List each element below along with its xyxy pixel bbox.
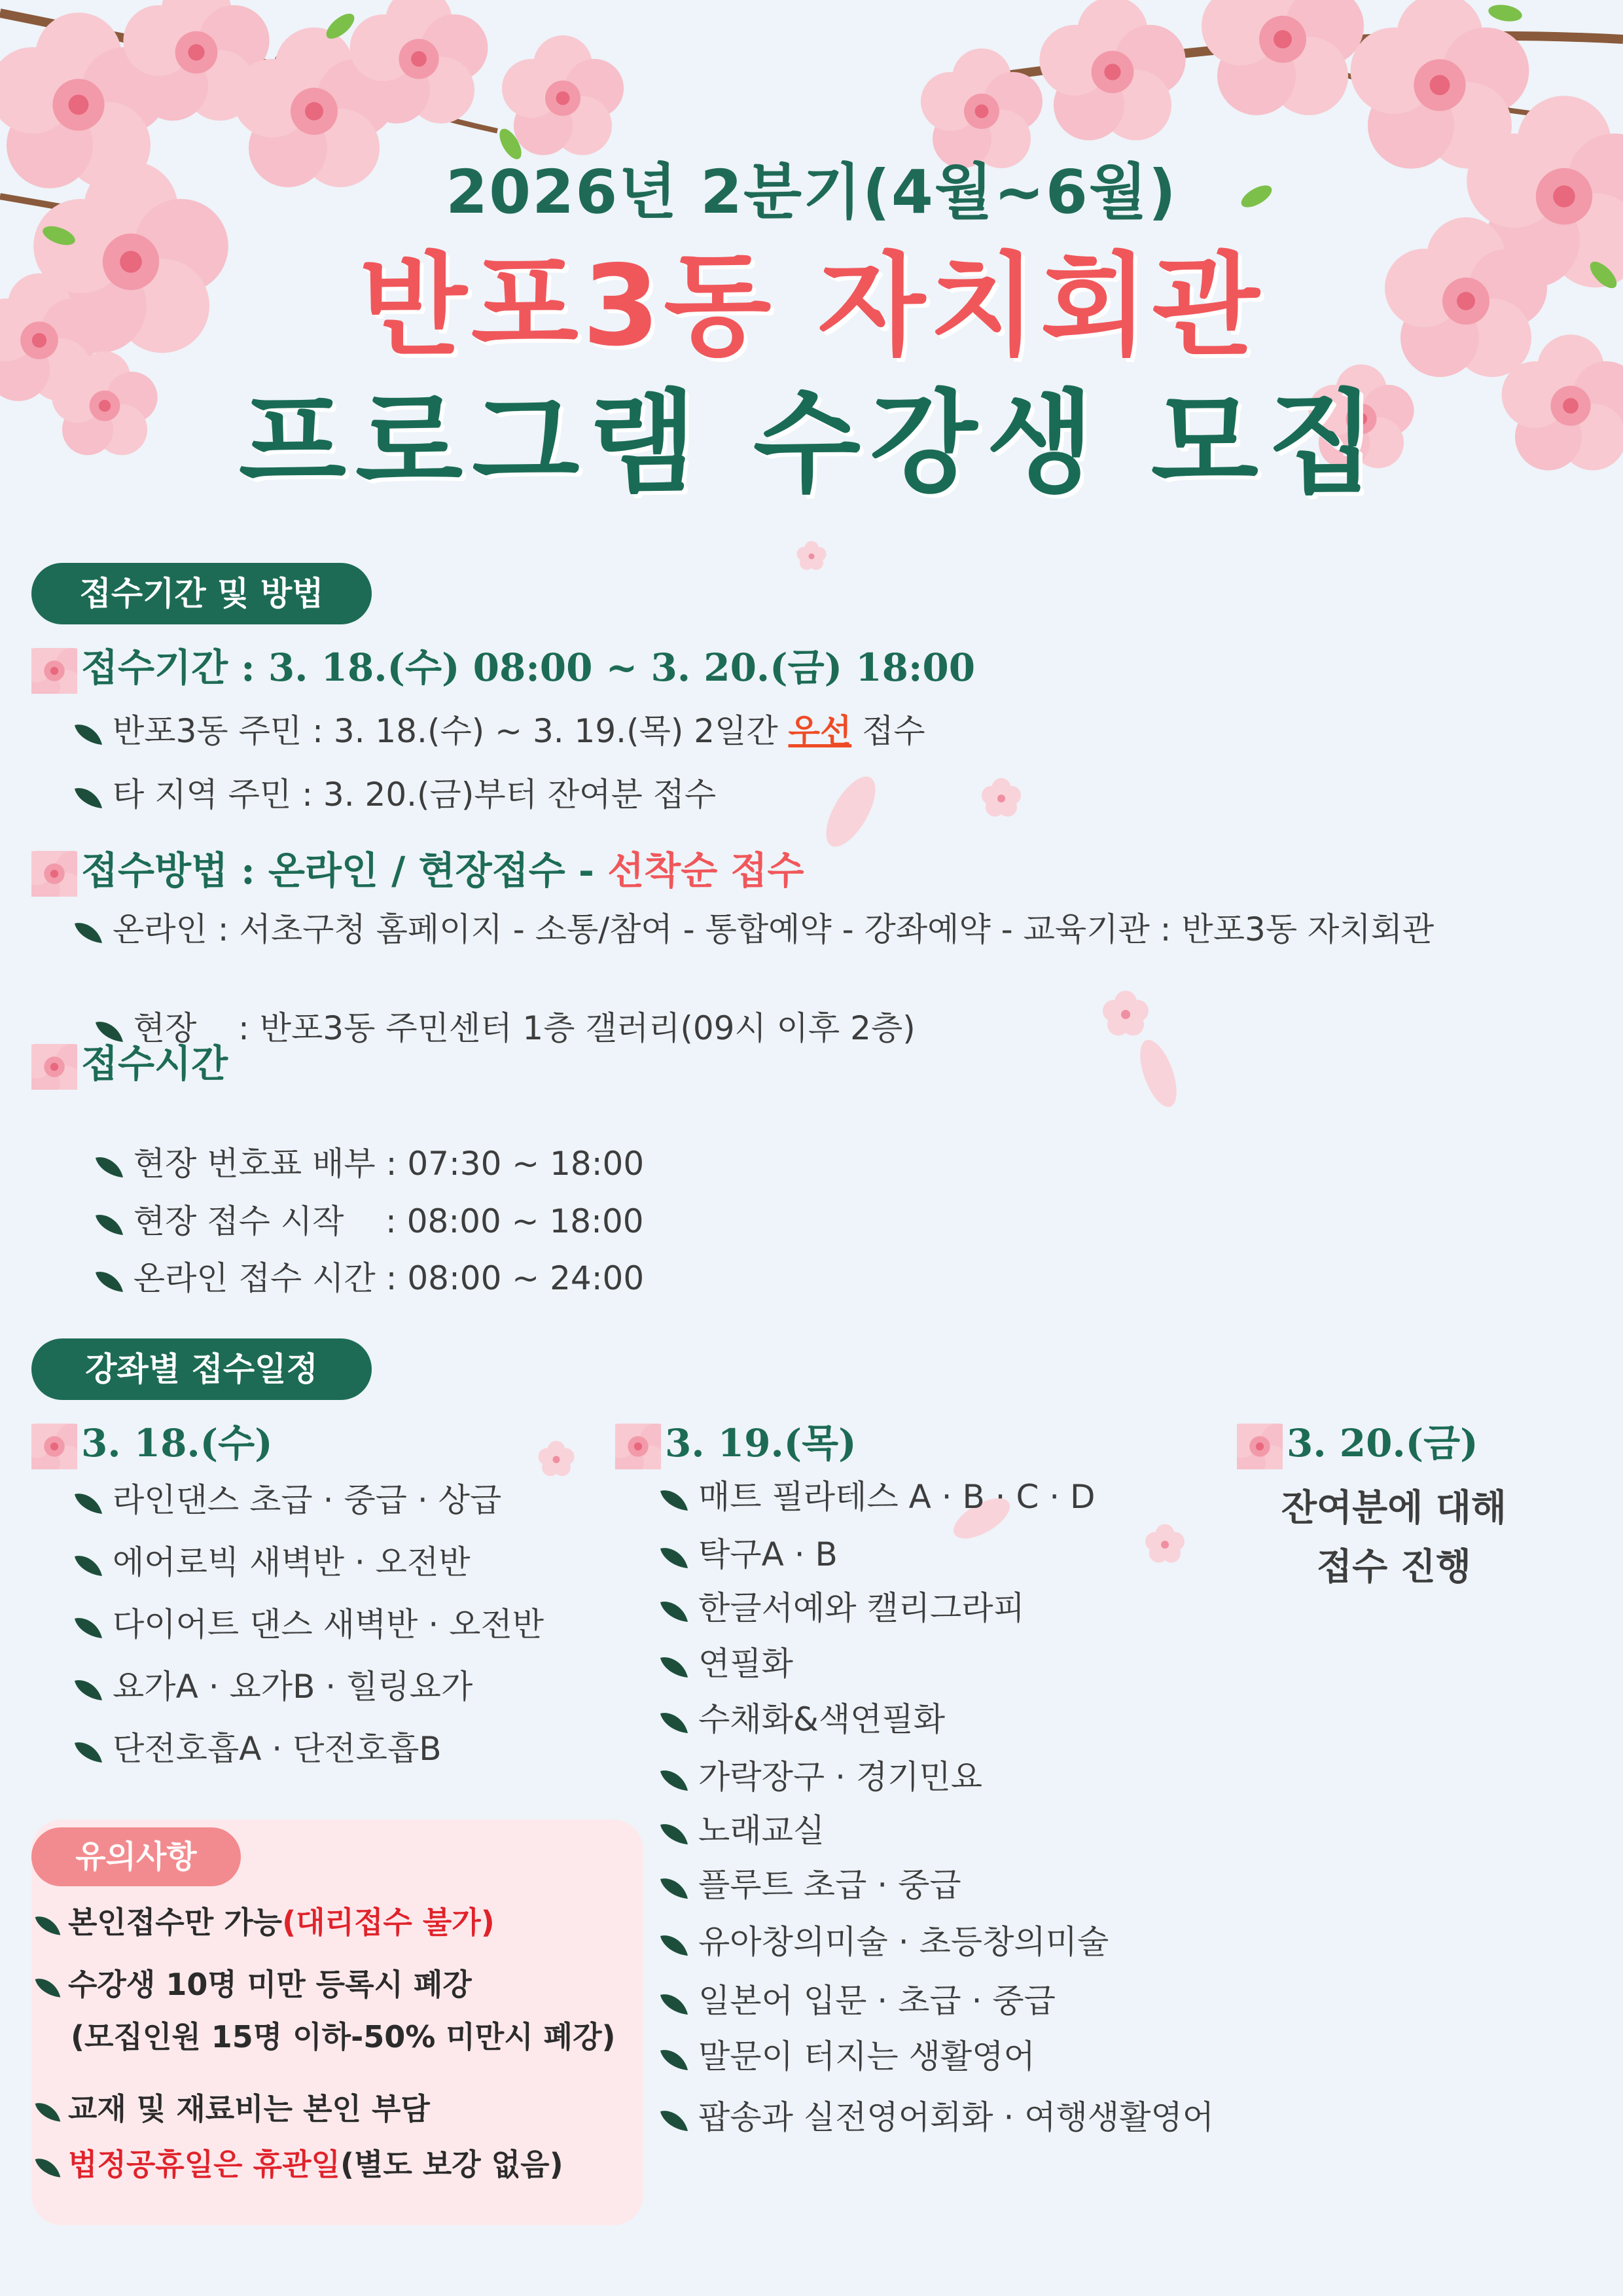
day1-heading: 3. 18.(수) bbox=[31, 1420, 273, 1469]
leaf-icon bbox=[658, 2045, 690, 2073]
course-item: 탁구A · B bbox=[658, 1534, 838, 1575]
notice-item-cancel-detail: (모집인원 15명 이하-50% 미만시 폐강) bbox=[71, 2019, 616, 2054]
leaf-icon bbox=[33, 1912, 63, 1938]
leaf-icon bbox=[658, 1874, 690, 1901]
day3-remaining-note: 잔여분에 대해 접수 진행 bbox=[1281, 1487, 1507, 1588]
blossom-icon bbox=[31, 1044, 77, 1090]
leaf-icon bbox=[33, 2098, 63, 2125]
notice-pill: 유의사항 bbox=[31, 1827, 241, 1886]
leaf-icon bbox=[33, 1974, 63, 2000]
time-item-online: 온라인 접수 시간 : 08:00 ~ 24:00 bbox=[72, 1215, 644, 1299]
course-item: 유아창의미술 · 초등창의미술 bbox=[658, 1921, 1109, 1963]
title-period: 2026년 2분기(4월~6월) bbox=[446, 157, 1177, 227]
notice-item-cancel: 수강생 10명 미만 등록시 폐강 bbox=[33, 1964, 472, 2005]
leaf-icon bbox=[658, 1766, 690, 1793]
course-item: 매트 필라테스 A · B · C · D bbox=[658, 1476, 1096, 1518]
section-pill-schedule: 강좌별 접수일정 bbox=[31, 1338, 372, 1400]
notice-item-holiday: 법정공휴일은 휴관일(별도 보강 없음) bbox=[33, 2144, 563, 2185]
method-heading: 접수방법 : 온라인 / 현장접수 - 선착순 접수 bbox=[31, 848, 804, 897]
leaf-icon bbox=[72, 1738, 105, 1765]
course-item: 에어로빅 새벽반 · 오전반 bbox=[72, 1541, 471, 1583]
course-item: 팝송과 실전영어회화 · 여행생활영어 bbox=[658, 2096, 1214, 2138]
day2-heading: 3. 19.(목) bbox=[615, 1420, 857, 1469]
leaf-icon bbox=[72, 1489, 105, 1516]
blossom-icon bbox=[31, 1424, 77, 1469]
course-item: 일본어 입문 · 초급 · 중급 bbox=[658, 1980, 1056, 2022]
notice-item-materials: 교재 및 재료비는 본인 부담 bbox=[33, 2088, 430, 2130]
first-come-emphasis: 선착순 접수 bbox=[607, 848, 804, 893]
leaf-icon bbox=[658, 2106, 690, 2134]
course-item: 라인댄스 초급 · 중급 · 상급 bbox=[72, 1479, 501, 1521]
period-item-other-region: 타 지역 주민 : 3. 20.(금)부터 잔여분 접수 bbox=[72, 774, 716, 816]
leaf-icon bbox=[72, 720, 105, 747]
leaf-icon bbox=[72, 783, 105, 811]
leaf-icon bbox=[72, 1551, 105, 1579]
day3-heading: 3. 20.(금) bbox=[1237, 1420, 1478, 1469]
leaf-icon bbox=[658, 1597, 690, 1624]
leaf-icon bbox=[658, 1653, 690, 1680]
method-item-onsite: 현장 : 반포3동 주민센터 1층 갤러리(09시 이후 2층) bbox=[72, 965, 916, 1049]
course-item: 요가A · 요가B · 힐링요가 bbox=[72, 1666, 473, 1708]
course-item: 수채화&색연필화 bbox=[658, 1698, 945, 1740]
priority-emphasis: 우선 bbox=[788, 712, 852, 750]
leaf-icon bbox=[658, 1543, 690, 1571]
title-recruitment: 프로그램 수강생 모집 bbox=[238, 379, 1385, 509]
leaf-icon bbox=[658, 1708, 690, 1736]
leaf-icon bbox=[72, 918, 105, 946]
course-item: 가락장구 · 경기민요 bbox=[658, 1756, 982, 1798]
time-heading: 접수시간 bbox=[31, 1041, 228, 1090]
course-item: 단전호흡A · 단전호흡B bbox=[72, 1728, 442, 1770]
blossom-icon bbox=[1237, 1424, 1283, 1469]
leaf-icon bbox=[93, 1267, 126, 1295]
leaf-icon bbox=[658, 1931, 690, 1958]
course-item: 말문이 터지는 생활영어 bbox=[658, 2036, 1035, 2077]
title-organization: 반포3동 자치회관 bbox=[359, 242, 1264, 371]
course-item: 연필화 bbox=[658, 1643, 793, 1685]
time-item-ticket: 현장 번호표 배부 : 07:30 ~ 18:00 bbox=[72, 1101, 644, 1185]
leaf-icon bbox=[72, 1613, 105, 1641]
leaf-icon bbox=[658, 1820, 690, 1847]
course-item: 플루트 초급 · 중급 bbox=[658, 1864, 961, 1906]
period-item-resident: 반포3동 주민 : 3. 18.(수) ~ 3. 19.(목) 2일간 우선 접수 bbox=[72, 710, 925, 752]
blossom-icon bbox=[31, 851, 77, 897]
leaf-icon bbox=[33, 2154, 63, 2180]
method-item-online: 온라인 : 서초구청 홈페이지 - 소통/참여 - 통합예약 - 강좌예약 - 교육기관 : 반포3동 자치회관 bbox=[72, 908, 1434, 950]
period-label: 접수기간 : 3. 18.(수) 08:00 ~ 3. 20.(금) 18:00 bbox=[81, 645, 976, 690]
course-item: 다이어트 댄스 새벽반 · 오전반 bbox=[72, 1604, 544, 1645]
course-item: 한글서예와 캘리그라피 bbox=[658, 1587, 1025, 1629]
notice-item-self: 본인접수만 가능(대리접수 불가) bbox=[33, 1901, 495, 1943]
leaf-icon bbox=[658, 1990, 690, 2017]
blossom-icon bbox=[615, 1424, 661, 1469]
section-pill-registration: 접수기간 및 방법 bbox=[31, 563, 372, 624]
period-heading bbox=[31, 645, 975, 694]
time-item-onsite: 현장 접수 시작 : 08:00 ~ 18:00 bbox=[72, 1158, 644, 1242]
leaf-icon bbox=[658, 1486, 690, 1513]
leaf-icon bbox=[72, 1676, 105, 1703]
blossom-icon bbox=[31, 648, 77, 694]
course-item: 노래교실 bbox=[658, 1810, 825, 1852]
